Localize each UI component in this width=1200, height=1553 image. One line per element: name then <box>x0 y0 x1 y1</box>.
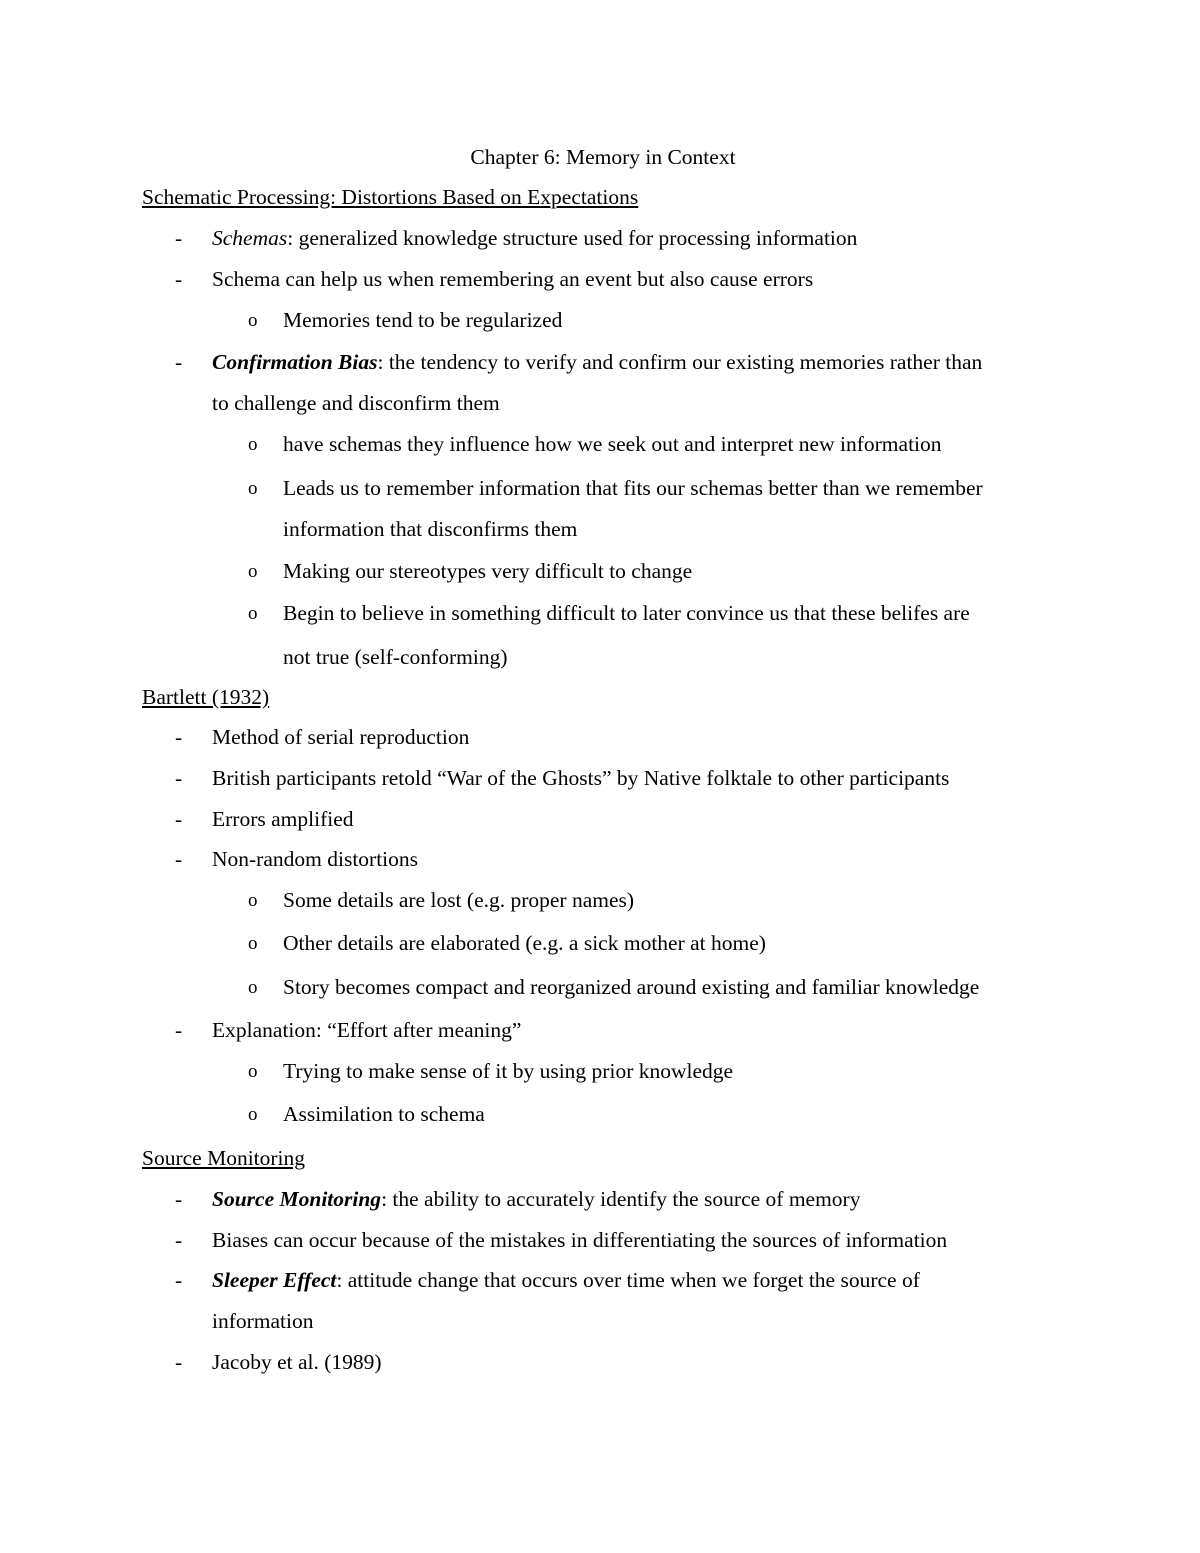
sub-list-item: Begin to believe in something difficult to later convince us that these belifes are <box>283 601 970 625</box>
sub-list-item: Some details are lost (e.g. proper names) <box>283 888 635 912</box>
dash-marker: - <box>175 725 183 749</box>
sub-list-item: Making our stereotypes very difficult to change <box>283 559 693 583</box>
sub-list-item: Memories tend to be regularized <box>283 308 563 332</box>
list-item-schemas <box>212 224 857 252</box>
list-item-source-monitoring <box>212 1185 860 1213</box>
bullet-marker: o <box>248 1104 258 1125</box>
sub-list-item-continuation: not true (self-conforming) <box>283 645 508 669</box>
sub-list-item-continuation: information that disconfirms them <box>283 517 578 541</box>
bullet-marker: o <box>248 603 258 624</box>
dash-marker: - <box>175 267 183 291</box>
section-heading-schematic-processing: Schematic Processing: Distortions Based on Expectations <box>142 185 639 209</box>
bullet-marker: o <box>248 977 258 998</box>
dash-marker: - <box>175 847 183 871</box>
term-confirmation-bias: Confirmation Bias <box>212 350 378 374</box>
dash-marker: - <box>175 807 183 831</box>
list-item: Jacoby et al. (1989) <box>212 1350 382 1374</box>
bullet-marker: o <box>248 1061 258 1082</box>
dash-marker: - <box>175 1228 183 1252</box>
dash-marker: - <box>175 1018 183 1042</box>
bullet-marker: o <box>248 561 258 582</box>
dash-marker: - <box>175 1350 183 1374</box>
sub-list-item: Story becomes compact and reorganized around existing and familiar knowledge <box>283 975 980 999</box>
definition-text: : attitude change that occurs over time when we forget the source of <box>336 1268 920 1292</box>
list-item-continuation: information <box>212 1309 314 1333</box>
sub-list-item: Other details are elaborated (e.g. a sick mother at home) <box>283 931 766 955</box>
definition-text: : generalized knowledge structure used for processing information <box>287 226 858 250</box>
list-item: British participants retold “War of the Ghosts” by Native folktale to other participants <box>212 766 950 790</box>
term-schemas: Schemas <box>212 226 288 250</box>
list-item: Schema can help us when remembering an event but also cause errors <box>212 267 814 291</box>
term-source-monitoring: Source Monitoring <box>212 1187 382 1211</box>
dash-marker: - <box>175 1187 183 1211</box>
term-sleeper-effect: Sleeper Effect <box>212 1268 337 1292</box>
bullet-marker: o <box>248 478 258 499</box>
bullet-marker: o <box>248 890 258 911</box>
bullet-marker: o <box>248 310 258 331</box>
dash-marker: - <box>175 1268 183 1292</box>
list-item-confirmation-bias <box>212 348 982 376</box>
section-heading-source-monitoring: Source Monitoring <box>142 1146 306 1170</box>
bullet-marker: o <box>248 933 258 954</box>
list-item: Explanation: “Effort after meaning” <box>212 1018 522 1042</box>
definition-text: : the ability to accurately identify the source of memory <box>381 1187 861 1211</box>
dash-marker: - <box>175 766 183 790</box>
list-item: Biases can occur because of the mistakes in differentiating the sources of information <box>212 1228 948 1252</box>
list-item-sleeper-effect <box>212 1266 920 1294</box>
definition-text: : the tendency to verify and confirm our existing memories rather than <box>377 350 983 374</box>
bullet-marker: o <box>248 434 258 455</box>
section-heading-bartlett: Bartlett (1932) <box>142 685 270 709</box>
sub-list-item: Leads us to remember information that fits our schemas better than we remember <box>283 476 983 500</box>
list-item: Errors amplified <box>212 807 354 831</box>
dash-marker: - <box>175 226 183 250</box>
list-item: Non-random distortions <box>212 847 419 871</box>
list-item-continuation: to challenge and disconfirm them <box>212 391 500 415</box>
sub-list-item: have schemas they influence how we seek out and interpret new information <box>283 432 942 456</box>
sub-list-item: Assimilation to schema <box>283 1102 485 1126</box>
page-title: Chapter 6: Memory in Context <box>470 145 736 169</box>
dash-marker: - <box>175 350 183 374</box>
sub-list-item: Trying to make sense of it by using prior knowledge <box>283 1059 734 1083</box>
list-item: Method of serial reproduction <box>212 725 470 749</box>
